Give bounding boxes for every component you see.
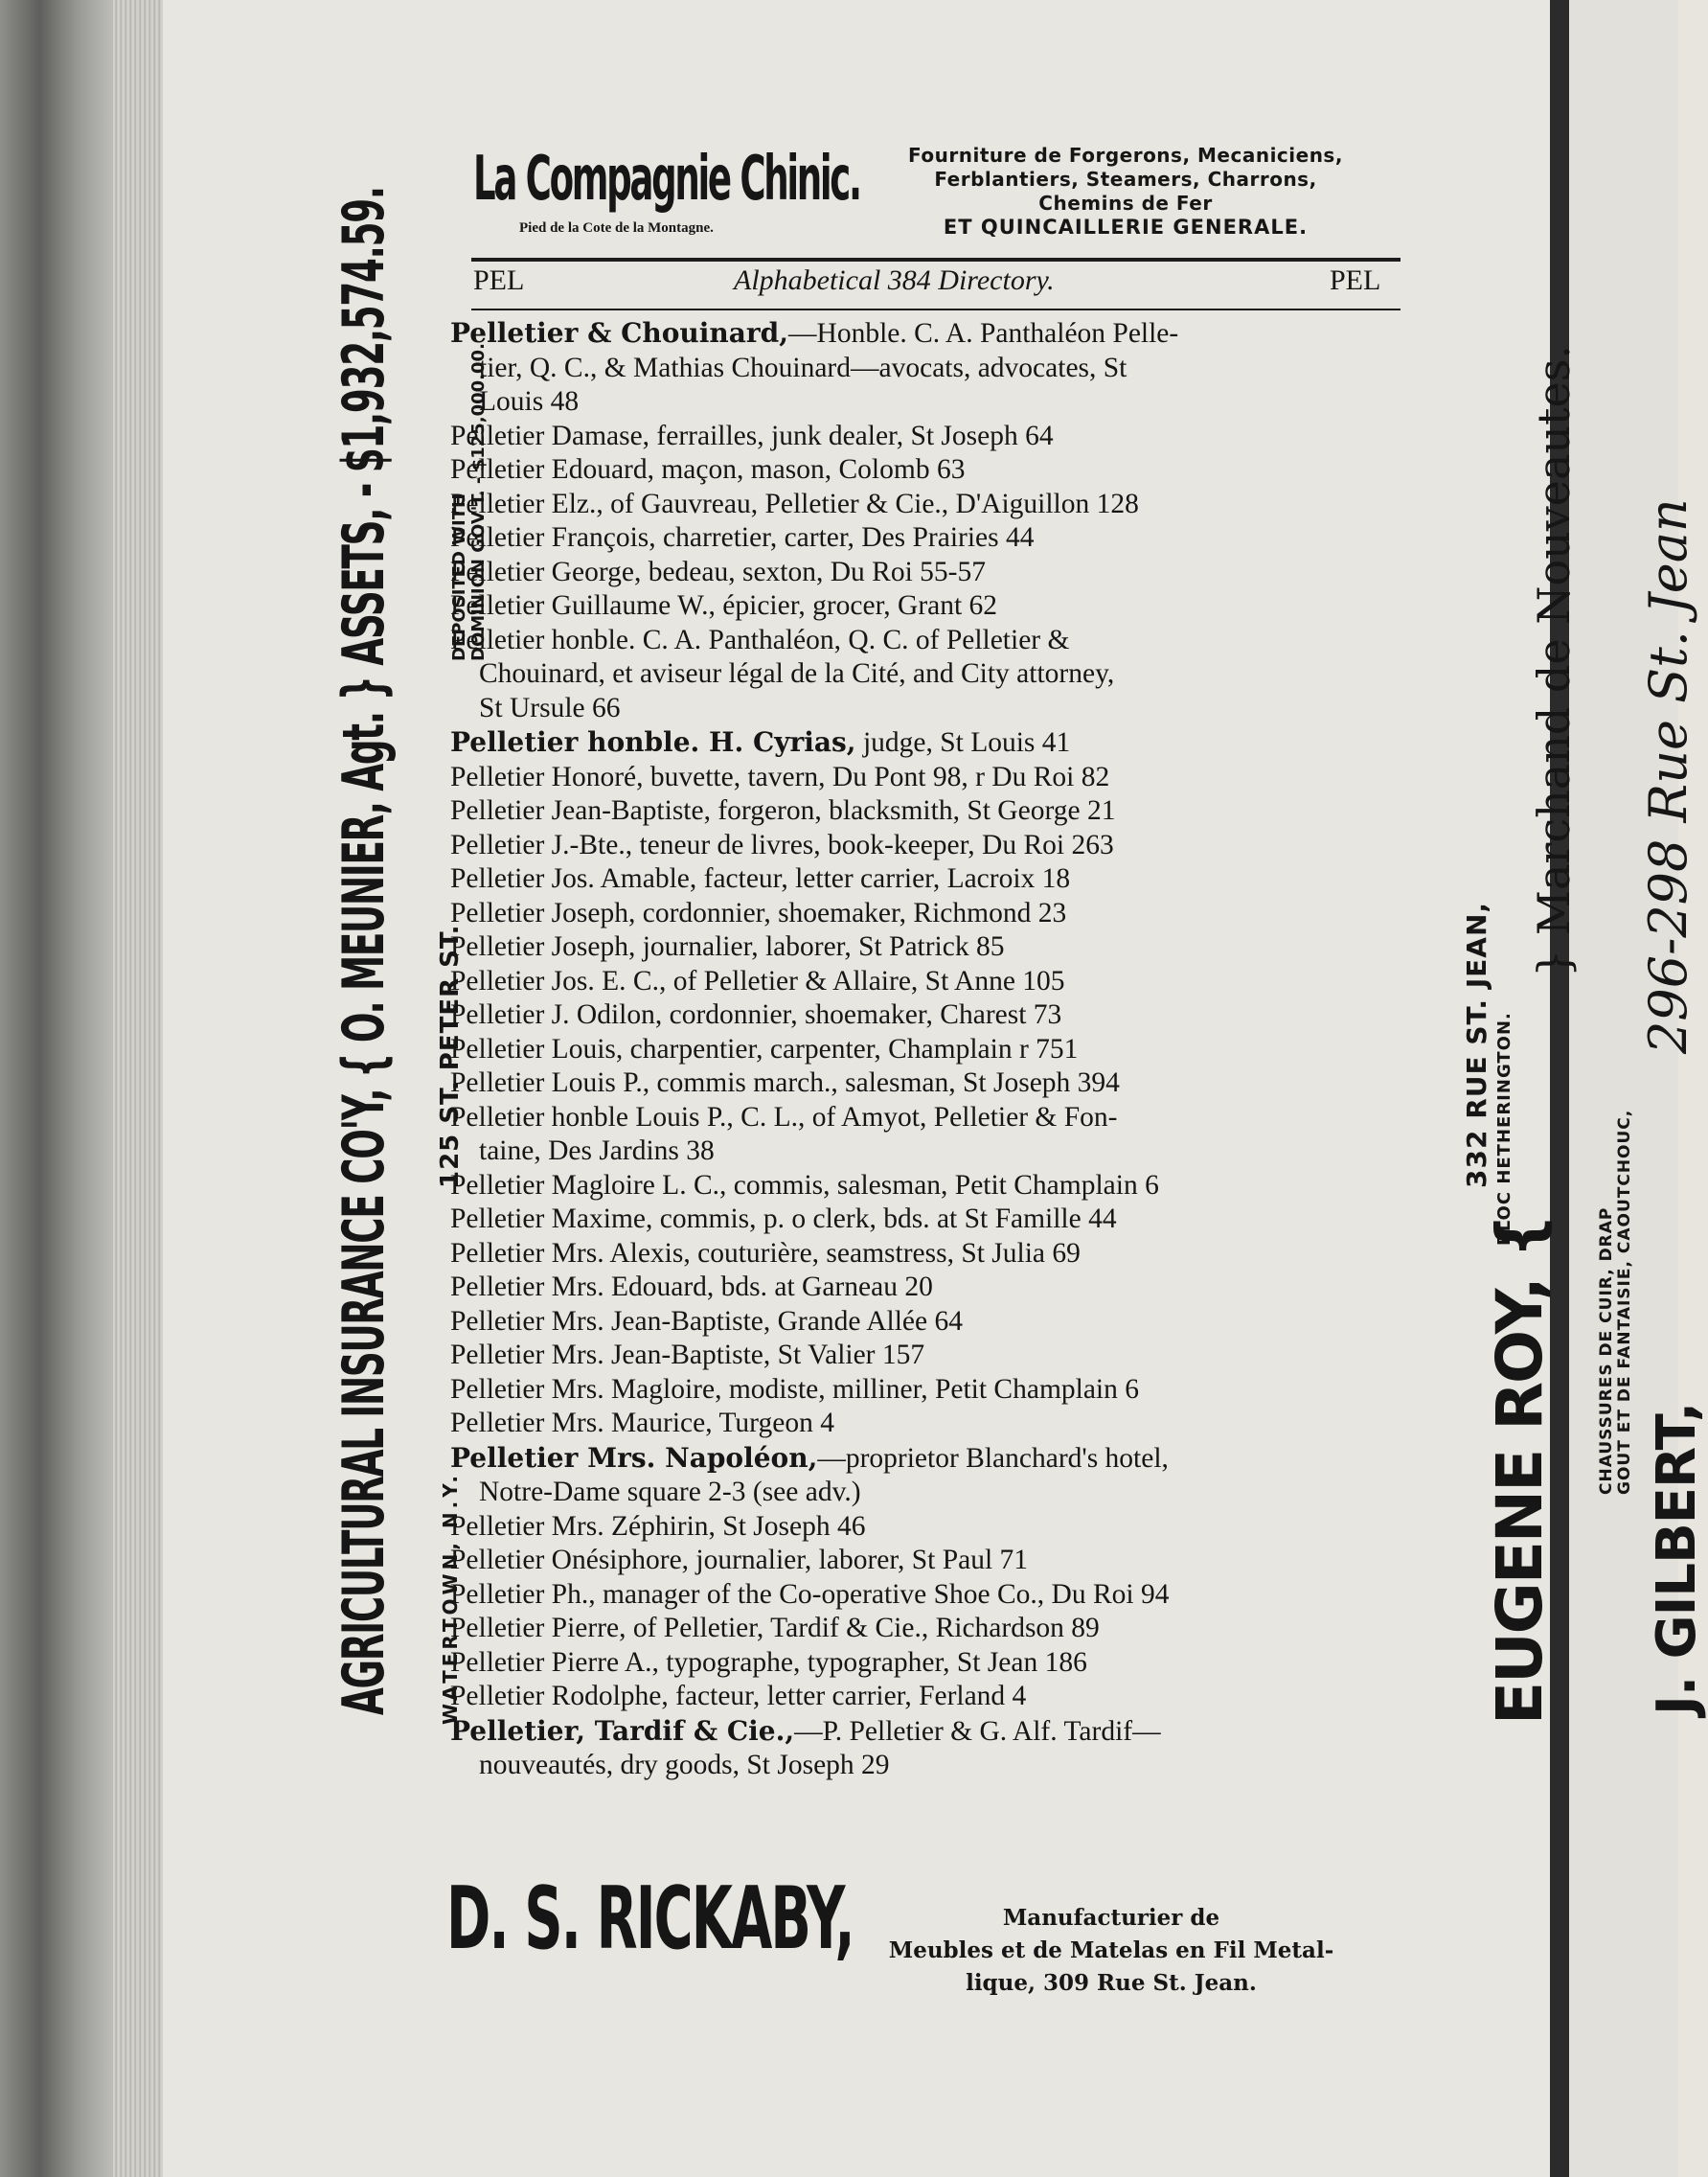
entry-text: Pelletier Pierre A., typographe, typographer, St Jean 186 bbox=[450, 1646, 1087, 1678]
directory-entry bbox=[450, 488, 1399, 522]
entry-text: Pelletier Mrs. Jean-Baptiste, Grande Allée 64 bbox=[450, 1305, 963, 1337]
entry-text: Pelletier George, bedeau, sexton, Du Roi 55-57 bbox=[450, 556, 987, 587]
directory-entry bbox=[450, 1441, 1399, 1510]
entry-text: —P. Pelletier & G. Alf. Tardif— bbox=[794, 1715, 1161, 1747]
directory-entry bbox=[450, 1203, 1399, 1237]
rickaby-line-3: lique, 309 Rue St. Jean. bbox=[966, 1970, 1257, 1996]
entry-line bbox=[450, 1271, 1399, 1305]
entry-continuation-line bbox=[450, 657, 1399, 692]
entry-line bbox=[450, 1237, 1399, 1272]
entry-line bbox=[450, 1339, 1399, 1373]
entry-text: Pelletier Guillaume W., épicier, grocer, Grant 62 bbox=[450, 590, 998, 621]
entry-text: Pelletier honble Louis P., C. L., of Amyot, Pelletier & Fon- bbox=[450, 1101, 1118, 1133]
directory-entry bbox=[450, 761, 1399, 795]
entry-text: Pelletier Mrs. Magloire, modiste, milliner, Petit Champlain 6 bbox=[450, 1373, 1140, 1405]
entry-text: tier, Q. C., & Mathias Chouinard—avocats, advocates, St bbox=[479, 352, 1127, 383]
entry-line bbox=[450, 1612, 1399, 1646]
agricultural-insurance-ad: AGRICULTURAL INSURANCE CO'Y, { O. MEUNIER, Agt. } ASSETS, - $1,932,574.59. bbox=[330, 187, 398, 1715]
company-location: Pied de la Cote de la Montagne. bbox=[519, 220, 714, 236]
directory-entry bbox=[450, 1066, 1399, 1101]
book-spine-edge bbox=[0, 0, 113, 2177]
entry-line bbox=[450, 1510, 1399, 1545]
entry-text: Pelletier Jos. Amable, facteur, letter carrier, Lacroix 18 bbox=[450, 863, 1071, 894]
entry-text: Chouinard, et aviseur légal de la Cité, and City attorney, bbox=[479, 658, 1115, 689]
entry-text: Pelletier Jos. E. C., of Pelletier & Allaire, St Anne 105 bbox=[450, 965, 1065, 997]
entry-text: Pelletier Onésiphore, journalier, laborer, St Paul 71 bbox=[450, 1545, 1029, 1575]
directory-entry bbox=[450, 998, 1399, 1033]
entry-line bbox=[450, 1441, 1399, 1477]
company-line-2: Ferblantiers, Steamers, Charrons, bbox=[934, 168, 1317, 191]
entry-line bbox=[450, 420, 1399, 454]
entry-line bbox=[450, 1680, 1399, 1714]
gilbert-ad: J. GILBERT, bbox=[1646, 1402, 1708, 1715]
entry-continuation-line bbox=[450, 352, 1399, 386]
directory-entry bbox=[450, 1646, 1399, 1681]
entry-continuation-line bbox=[450, 1749, 1399, 1783]
entry-text: St Ursule 66 bbox=[479, 692, 621, 723]
entry-line bbox=[450, 1033, 1399, 1067]
directory-entry bbox=[450, 829, 1399, 863]
entry-text: Pelletier Louis P., commis march., salesman, St Joseph 394 bbox=[450, 1067, 1120, 1098]
entry-text: judge, St Louis 41 bbox=[855, 727, 1071, 758]
entry-text: —proprietor Blanchard's hotel, bbox=[817, 1442, 1169, 1474]
entry-text: Pelletier honble. C. A. Panthaléon, Q. C. of Pelletier & bbox=[450, 624, 1070, 655]
entry-name: Pelletier Mrs. Napoléon, bbox=[450, 1441, 818, 1474]
eugene-roy-ad: EUGENE ROY, { bbox=[1483, 1215, 1557, 1725]
entry-line bbox=[450, 862, 1399, 897]
directory-entry bbox=[450, 1612, 1399, 1646]
entry-continuation-line bbox=[450, 692, 1399, 726]
directory-entries bbox=[450, 316, 1399, 1783]
directory-entry bbox=[450, 316, 1399, 420]
directory-entry bbox=[450, 897, 1399, 931]
entry-name: Pelletier, Tardif & Cie., bbox=[450, 1714, 795, 1747]
entry-text: Pelletier Edouard, maçon, mason, Colomb 63 bbox=[450, 454, 966, 485]
entry-text: Pelletier Mrs. Alexis, couturière, seamstress, St Julia 69 bbox=[450, 1237, 1081, 1269]
agricultural-insurance-location: WATERTOWN, N.Y. bbox=[439, 1471, 462, 1725]
entry-line bbox=[450, 316, 1399, 352]
directory-entry bbox=[450, 1578, 1399, 1613]
entry-continuation-line bbox=[450, 385, 1399, 420]
page-stack-edge bbox=[113, 0, 163, 2177]
rickaby-line-2: Meubles et de Matelas en Fil Metal- bbox=[888, 1937, 1334, 1963]
running-head-title: Alphabetical 384 Directory. bbox=[734, 264, 1055, 296]
entry-line bbox=[450, 829, 1399, 863]
directory-entry bbox=[450, 1033, 1399, 1067]
running-head-left: PEL bbox=[473, 264, 525, 296]
directory-entry bbox=[450, 420, 1399, 454]
company-line-3: Chemins de Fer bbox=[1038, 192, 1213, 215]
directory-entry bbox=[450, 521, 1399, 556]
entry-line bbox=[450, 1101, 1399, 1135]
rickaby-description bbox=[843, 1902, 1379, 2000]
entry-text: Pelletier Rodolphe, facteur, letter carrier, Ferland 4 bbox=[450, 1681, 1027, 1711]
entry-line bbox=[450, 624, 1399, 658]
company-name: La Compagnie Chinic. bbox=[473, 144, 860, 215]
entry-text: Pelletier J.-Bte., teneur de livres, book-keeper, Du Roi 263 bbox=[450, 829, 1114, 860]
deposit-line-2: DOMINION GOV'T. - $125,000.00. bbox=[468, 343, 489, 661]
entry-line bbox=[450, 521, 1399, 556]
entry-text: Pelletier Louis, charpentier, carpenter, Champlain r 751 bbox=[450, 1033, 1079, 1065]
eugene-roy-bloc: BLOC HETHERINGTON. bbox=[1494, 1012, 1514, 1246]
entry-line bbox=[450, 488, 1399, 522]
rickaby-line-1: Manufacturier de bbox=[1002, 1905, 1220, 1931]
entry-text: Pelletier François, charretier, carter, Des Prairies 44 bbox=[450, 522, 1035, 553]
directory-entry bbox=[450, 1373, 1399, 1408]
deposit-line-1: DEPOSITED WITH bbox=[449, 493, 469, 661]
directory-entry bbox=[450, 453, 1399, 488]
running-head-right: PEL bbox=[1330, 264, 1381, 296]
entry-line bbox=[450, 930, 1399, 965]
entry-text: Pelletier Honoré, buvette, tavern, Du Pont 98, r Du Roi 82 bbox=[450, 761, 1110, 792]
entry-line bbox=[450, 1169, 1399, 1203]
directory-entry bbox=[450, 862, 1399, 897]
directory-entry bbox=[450, 794, 1399, 829]
company-line-4: ET QUINCAILLERIE GENERALE. bbox=[943, 216, 1309, 239]
entry-line bbox=[450, 1407, 1399, 1441]
entry-line bbox=[450, 556, 1399, 590]
gilbert-address: 296-298 Rue St. Jean bbox=[1638, 498, 1698, 1054]
entry-line bbox=[450, 998, 1399, 1033]
entry-text: Pelletier Mrs. Jean-Baptiste, St Valier 157 bbox=[450, 1340, 925, 1370]
entry-name: Pelletier honble. H. Cyrias, bbox=[450, 726, 856, 758]
entry-text: Pelletier Ph., manager of the Co-operative Shoe Co., Du Roi 94 bbox=[450, 1578, 1170, 1610]
entry-line bbox=[450, 1305, 1399, 1340]
directory-entry bbox=[450, 930, 1399, 965]
entry-text: Pelletier Joseph, journalier, laborer, St Patrick 85 bbox=[450, 931, 1005, 962]
entry-continuation-line bbox=[450, 1134, 1399, 1169]
eugene-roy-tagline: } Marchand de Nouveautes. bbox=[1528, 345, 1580, 977]
entry-continuation-line bbox=[450, 1476, 1399, 1510]
entry-line bbox=[450, 1544, 1399, 1578]
entry-line bbox=[450, 1714, 1399, 1750]
entry-line bbox=[450, 794, 1399, 829]
entry-line bbox=[450, 1203, 1399, 1237]
entry-text: —Honble. C. A. Panthaléon Pelle- bbox=[788, 318, 1179, 349]
entry-text: Pelletier Joseph, cordonnier, shoemaker, Richmond 23 bbox=[450, 897, 1067, 928]
directory-entry bbox=[450, 1169, 1399, 1203]
entry-line bbox=[450, 589, 1399, 624]
entry-text: Pelletier Jean-Baptiste, forgeron, blacksmith, St George 21 bbox=[450, 795, 1116, 826]
facing-page-edge bbox=[1569, 0, 1678, 2177]
directory-entry bbox=[450, 1407, 1399, 1441]
directory-entry bbox=[450, 624, 1399, 726]
entry-text: nouveautés, dry goods, St Joseph 29 bbox=[479, 1750, 890, 1780]
entry-text: Pelletier J. Odilon, cordonnier, shoemaker, Charest 73 bbox=[450, 999, 1062, 1030]
entry-text: Pelletier Mrs. Zéphirin, St Joseph 46 bbox=[450, 1510, 866, 1542]
entry-text: Pelletier Damase, ferrailles, junk dealer, St Joseph 64 bbox=[450, 420, 1054, 451]
directory-entry bbox=[450, 1101, 1399, 1169]
directory-entry bbox=[450, 1271, 1399, 1305]
entry-line bbox=[450, 453, 1399, 488]
gilbert-line-1: CHAUSSURES DE CUIR, DRAP bbox=[1597, 1206, 1616, 1495]
entry-line bbox=[450, 1373, 1399, 1408]
directory-entry bbox=[450, 1680, 1399, 1714]
entry-text: taine, Des Jardins 38 bbox=[479, 1135, 715, 1166]
entry-line bbox=[450, 725, 1399, 761]
eugene-roy-address: 332 RUE ST. JEAN, bbox=[1461, 901, 1492, 1188]
entry-text: Notre-Dame square 2-3 (see adv.) bbox=[479, 1477, 861, 1507]
entry-line bbox=[450, 1646, 1399, 1681]
entry-text: Pelletier Elz., of Gauvreau, Pelletier & Cie., D'Aiguillon 128 bbox=[450, 488, 1139, 519]
entry-text: Pelletier Maxime, commis, p. o clerk, bds. at St Famille 44 bbox=[450, 1203, 1117, 1234]
directory-entry bbox=[450, 965, 1399, 999]
gilbert-line-2: GOUT ET DE FANTAISIE, CAOUTCHOUC, bbox=[1615, 1109, 1634, 1495]
entry-text: Pelletier Mrs. Edouard, bds. at Garneau 20 bbox=[450, 1272, 933, 1302]
entry-line bbox=[450, 1578, 1399, 1613]
entry-text: Pelletier Magloire L. C., commis, salesman, Petit Champlain 6 bbox=[450, 1169, 1159, 1201]
entry-line bbox=[450, 965, 1399, 999]
entry-line bbox=[450, 1066, 1399, 1101]
directory-entry bbox=[450, 1305, 1399, 1340]
entry-text: Pelletier Mrs. Maurice, Turgeon 4 bbox=[450, 1408, 834, 1438]
company-line-1: Fourniture de Forgerons, Mecaniciens, bbox=[908, 144, 1343, 167]
directory-entry bbox=[450, 1339, 1399, 1373]
entry-line bbox=[450, 761, 1399, 795]
directory-entry bbox=[450, 589, 1399, 624]
entry-name: Pelletier & Chouinard, bbox=[450, 317, 789, 349]
agricultural-insurance-address: 125 ST. PETER ST. bbox=[436, 924, 465, 1188]
company-description bbox=[853, 144, 1399, 240]
directory-entry bbox=[450, 1544, 1399, 1578]
header-rule-bottom bbox=[471, 309, 1401, 310]
header-rule-top bbox=[471, 258, 1401, 262]
directory-entry bbox=[450, 1237, 1399, 1272]
entry-text: Louis 48 bbox=[479, 386, 580, 417]
rickaby-ad: D. S. RICKABY, bbox=[446, 1868, 854, 1969]
directory-entry bbox=[450, 1510, 1399, 1545]
entry-text: Pelletier Pierre, of Pelletier, Tardif & Cie., Richardson 89 bbox=[450, 1613, 1100, 1643]
directory-entry bbox=[450, 556, 1399, 590]
entry-line bbox=[450, 897, 1399, 931]
directory-entry bbox=[450, 1714, 1399, 1783]
gilbert-description bbox=[1598, 1110, 1634, 1495]
directory-entry bbox=[450, 725, 1399, 761]
